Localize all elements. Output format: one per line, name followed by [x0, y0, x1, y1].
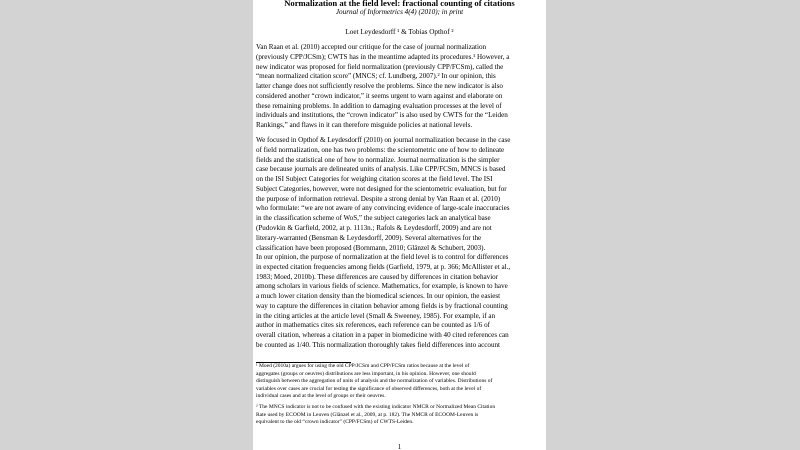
text-line: (Pudovkin & Garfield, 2002, at p. 1113n.; Rafols & Leydesdorff, 2009) and are not — [256, 224, 492, 233]
text-line: latter change does not sufficiently resolve the problems. Since the new indicator is also — [256, 82, 503, 91]
text-line: these remaining problems. In addition to damaging evaluation processes at the level of — [256, 101, 502, 110]
text-line: Rankings,” and flaws in it can therefore misguide policies at national levels. — [256, 121, 473, 130]
author-line: Loet Leydesdorff ¹ & Tobias Opthof ² — [345, 28, 454, 36]
footnote-line: variables over cases are crucial for testing the significance of observed differences, both at the level of — [256, 385, 482, 392]
text-line: We focused in Opthof & Leydesdorff (2010) on journal normalization because in the case — [256, 136, 511, 144]
text-line: In our opinion, the purpose of normalization at the field level is to control for differences — [256, 253, 509, 261]
paragraph-1 — [256, 43, 544, 131]
text-line: a much lower citation density than the biomedical sciences. In our opinion, the easiest — [256, 292, 501, 301]
text-line: of field normalization, one has two problems: the scientometric one of how to delineate — [256, 145, 505, 154]
text-line: the purpose of information retrieval. Despite a strong denial by Van Raan et al. (2010) — [256, 194, 501, 203]
page-number: 1 — [397, 443, 402, 450]
text-line: classification have been proposed (Bornmann, 2010; Glänzel & Schubert, 2003). — [256, 243, 486, 252]
paper-title: Normalization at the field level: fractional counting of citations — [284, 0, 515, 8]
paragraph-2 — [256, 136, 544, 253]
footnote-1 — [256, 363, 544, 401]
text-line: in expected citation frequencies among fields (Garfield, 1979, at p. 366; McAllister et al., — [256, 262, 511, 271]
document-page — [253, 0, 546, 450]
text-line: way to capture the differences in citation behavior among fields is by fractional counting — [256, 301, 508, 310]
paragraph-3 — [256, 253, 544, 351]
text-line: considered another “crown indicator,” it seems urgent to warn against and elaborate on — [256, 91, 503, 100]
text-line: who formulate: “we are not aware of any convincing evidence of large-scale inaccuracies — [256, 204, 510, 213]
text-line: new indicator was proposed for field normalization (previously CPP/FCSm), called the — [256, 62, 504, 71]
footnote-line: distinguish between the aggregation of units of analysis and the normalization of variables. Distributions of — [256, 378, 493, 385]
text-line: be counted as 1/40. This normalization thoroughly takes field differences into account — [256, 341, 501, 350]
text-line: Subject Categories, however, were not designed for the scientometric evaluation, but for — [256, 184, 507, 193]
text-line: in the citing articles at the article level (Small & Sweeney, 1985). For example, if an — [256, 311, 496, 320]
footnote-2 — [256, 404, 544, 427]
text-line: fields and the statistical one of how to normalize. Journal normalization is the simpler — [256, 155, 500, 164]
footnote-line: equivalent to the old “crown indicator” (CPP/FCSm) of CWTS-Leiden. — [256, 419, 414, 426]
text-line: 1983; Moed, 2010b). These differences are caused by differences in citation behavior — [256, 272, 499, 281]
text-line: in the classification scheme of WoS,” the subject categories lack an analytical base — [256, 214, 491, 223]
text-line: on the ISI Subject Categories for weighing citation scores at the field level. The ISI — [256, 175, 493, 184]
journal-reference: Journal of Informetrics 4(4) (2010); in print — [335, 8, 464, 16]
text-line: author in mathematics cites six references, each reference can be counted as 1/6 of — [256, 321, 490, 330]
footnote-line: aggregates (groups or oeuvres) distributions are less important, in his opinion. However, one should — [256, 370, 476, 377]
text-line: literary-warranted (Bensman & Leydesdorff, 2009). Several alternatives for the — [256, 233, 482, 242]
footnote-line: individual cases and at the level of groups or their oeuvres. — [256, 393, 386, 400]
text-line: case because journals are delineated units of analysis. Like CPP/FCSm, MNCS is based — [256, 165, 506, 174]
text-line: Van Raan et al. (2010) accepted our critique for the case of journal normalization — [256, 43, 487, 51]
text-line: overall citation, whereas a citation in a paper in biomedicine with 40 cited references can — [256, 331, 509, 340]
text-line: among scholars in various fields of science. Mathematics, for example, is known to have — [256, 282, 508, 291]
footnote-line: ² The MNCS indicator is not to be confused with the existing indicator NMCR or Normalized Mean Citation — [256, 404, 496, 410]
text-line: “mean normalized citation score” (MNCS; cf. Lundberg, 2007).² In our opinion, this — [256, 72, 496, 81]
footnote-line: ¹ Moed (2010a) argues for using the old CPP/JCSm and CPP/FCSm ratios because at the level of — [256, 363, 470, 369]
text-line: (previously CPP/JCSm); CWTS has in the meantime adapted its procedures.¹ However, a — [256, 52, 510, 61]
text-line: individuals and institutions, the “crown indicator” is also used by CWTS for the “Leiden — [256, 111, 508, 120]
footnote-line: Rate used by ECOOM in Leuven (Glänzel et al., 2009, at p. 182). The NMCR of ECOOM-Leuven is — [256, 411, 479, 418]
